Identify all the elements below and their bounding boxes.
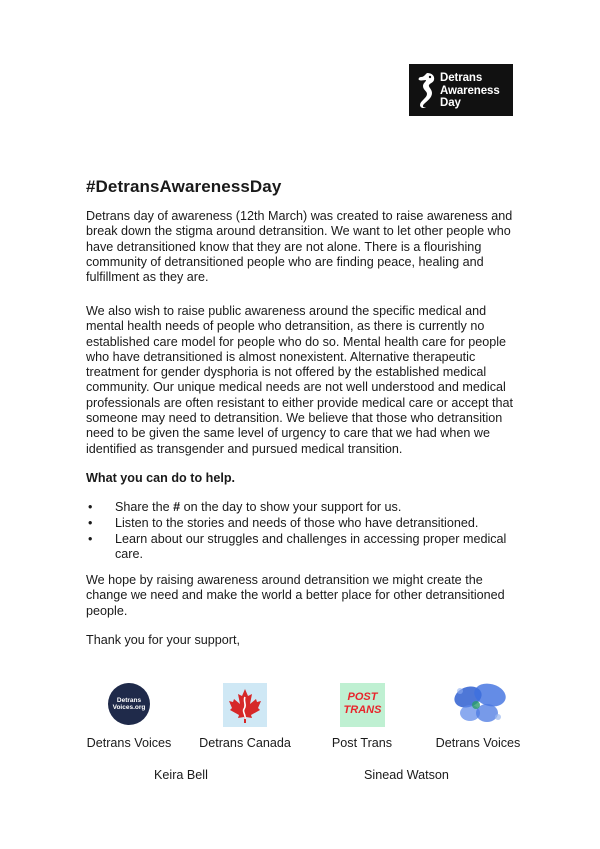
list-item-text: Learn about our struggles and challenges in accessing proper medical care. <box>115 531 507 561</box>
detrans-voices-logo <box>108 683 150 725</box>
detrans-voices-logo-line-1: Detrans <box>116 697 142 704</box>
post-trans-logo <box>340 683 385 727</box>
blue-butterfly-icon <box>440 683 516 729</box>
detrans-canada-logo <box>223 683 267 727</box>
org-label: Post Trans <box>331 736 393 750</box>
page-title: #DetransAwarenessDay <box>86 177 282 196</box>
logo-line-1: Detrans <box>440 72 483 84</box>
maple-leaf-icon <box>223 683 267 727</box>
post-trans-logo-line-1: POST <box>347 691 378 703</box>
list-item-text: Listen to the stories and needs of those who have detransitioned. <box>115 515 479 530</box>
org-label: Detrans Voices <box>435 736 521 750</box>
help-list <box>86 500 526 563</box>
list-item-text-start: Share the <box>115 500 174 514</box>
signer-name: Sinead Watson <box>364 768 449 782</box>
list-item <box>86 516 526 531</box>
closing-paragraph: We hope by raising awareness around detransition we might create the change we need and make the world a better place for other detransitioned people. <box>86 573 505 618</box>
detrans-awareness-day-logo <box>409 64 513 116</box>
hashtag-symbol: # <box>173 500 181 514</box>
intro-paragraph: Detrans day of awareness (12th March) was created to raise awareness and break down the stigma around detransition. We want to let other people who have detransitioned know that they are not alone. There is a flourishing community of detransitioned people who are finding peace, healing and fulfillment as they are. <box>86 209 513 285</box>
org-label: Detrans Voices <box>86 736 172 750</box>
list-item-text-end: on the day to show your support for us. <box>180 500 402 514</box>
signer-name: Keira Bell <box>154 768 208 782</box>
detrans-voices-logo-line-2: Voices.org <box>112 704 146 711</box>
bullet: • <box>88 515 93 530</box>
logo-line-2: Awareness <box>440 84 500 97</box>
awareness-paragraph: We also wish to raise public awareness around the specific medical and mental health needs of people who detransition, as there is currently no established care model for people who do so. Mental health care for people who have detransitioned is almost nonexistent. Alternative therapeutic treatment for gender dysphoria is not offered by the established medical community. Our unique medical needs are not well understood and medical professionals are often resistant to either provide medical care or accept that someone may need to detransition. We believe that those who detransition need to be given the same level of urgency to care that we had when we identified as transgender and pursued medical transition. <box>86 304 514 456</box>
post-trans-logo-line-2: TRANS <box>343 704 382 716</box>
bullet: • <box>88 531 93 546</box>
list-item <box>86 532 526 563</box>
thanks-line: Thank you for your support, <box>86 633 241 647</box>
detrans-voices-butterfly-logo <box>440 683 516 729</box>
logo-wordmark <box>440 72 500 110</box>
list-item <box>86 500 526 515</box>
logo-line-3: Day <box>440 97 461 109</box>
seahorse-icon <box>415 71 439 109</box>
bullet: • <box>88 500 93 514</box>
org-label: Detrans Canada <box>199 736 291 750</box>
help-heading: What you can do to help. <box>86 471 236 485</box>
